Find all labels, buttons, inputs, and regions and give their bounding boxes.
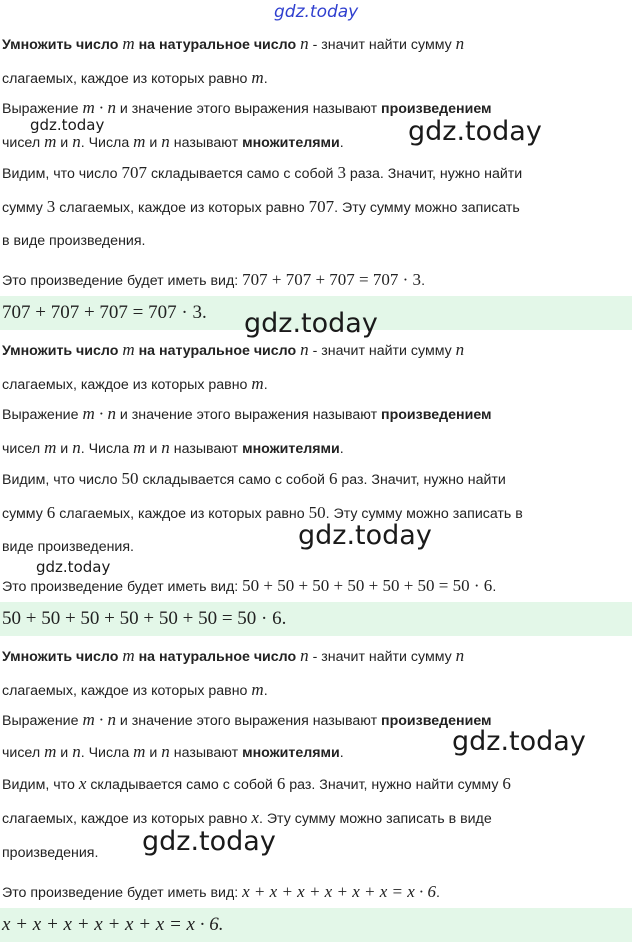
math-n: n xyxy=(300,340,309,359)
seen-times-2: 6 xyxy=(502,774,511,793)
watermark-small: gdz.today xyxy=(30,116,105,134)
expression-lead: Выражение xyxy=(2,713,79,729)
definition-tail: - значит найти сумму xyxy=(308,343,452,359)
numbers-bold: множителями xyxy=(242,135,340,151)
math-m: m xyxy=(44,742,57,761)
answer-box xyxy=(0,602,632,636)
seen-times: 3 xyxy=(337,163,346,182)
definition-line-2: слагаемых, каждое из которых равно m. xyxy=(2,680,268,699)
seen-times: 6 xyxy=(328,469,338,488)
sum-number: 707 xyxy=(308,197,335,216)
watermark-big: gdz.today xyxy=(408,116,542,147)
numbers-line: чисел m и n. Числа m и n называют множителями. xyxy=(2,438,344,457)
answer-text: x + x + x + x + x + x = x · 6. xyxy=(2,914,224,935)
result-line: Это произведение будет иметь вид: 50 + 50 + 50 + 50 + 50 + 50 = 50 · 6. xyxy=(2,576,497,595)
numbers-line: чисел m и n. Числа m и n называют множителями. xyxy=(2,132,344,151)
numbers-bold: множителями xyxy=(242,745,340,761)
numbers-and: и xyxy=(60,441,69,457)
math-m: m xyxy=(251,680,264,699)
expression-lead: Выражение xyxy=(2,101,79,117)
definition-mid: на натуральное число xyxy=(138,649,297,665)
math-n: n xyxy=(455,340,465,359)
answer-text: 50 + 50 + 50 + 50 + 50 + 50 = 50 · 6. xyxy=(2,608,287,629)
sum-text-c: . Эту сумму можно записать в xyxy=(325,506,523,522)
numbers-and2: и xyxy=(149,135,158,151)
math-n: n xyxy=(161,742,170,761)
expression-lead: Выражение xyxy=(2,407,79,423)
expression-bold: произведением xyxy=(381,713,492,729)
math-m: m xyxy=(122,340,135,359)
seen-times: 6 xyxy=(276,774,286,793)
expression-bold: произведением xyxy=(381,407,492,423)
sum-line xyxy=(2,810,630,827)
sum-times: 6 xyxy=(46,503,56,522)
seen-line xyxy=(2,165,630,182)
numbers-lead: чисел xyxy=(2,135,41,151)
math-m: m xyxy=(44,132,57,151)
numbers-called: называют xyxy=(173,441,239,457)
math-n: n xyxy=(161,132,170,151)
math-n: n xyxy=(72,742,81,761)
math-m: m xyxy=(122,34,135,53)
definition-line2-text: слагаемых, каждое из которых равно xyxy=(2,683,248,699)
math-m: m xyxy=(251,68,264,87)
math-m: m xyxy=(133,132,146,151)
seen-text-b: складывается само с собой xyxy=(150,166,334,182)
seen-number: 50 xyxy=(121,469,139,488)
sum-text-c: . Эту сумму можно записать в виде xyxy=(258,811,492,827)
seen-text-a: Видим, что xyxy=(2,777,75,793)
math-n: n xyxy=(300,34,309,53)
math-m: m xyxy=(44,438,57,457)
numbers-bold: множителями xyxy=(242,441,340,457)
definition-line2-text: слагаемых, каждое из которых равно xyxy=(2,377,248,393)
numbers-and: и xyxy=(60,135,69,151)
expression-bold: произведением xyxy=(381,101,492,117)
sum-variable: x xyxy=(251,808,259,827)
sum-times: 3 xyxy=(46,197,56,216)
expression-line xyxy=(2,100,630,117)
definition-line-1 xyxy=(2,342,630,359)
expression-tail: и значение этого выражения называют xyxy=(119,407,378,423)
seen-text-a: Видим, что число xyxy=(2,166,118,182)
result-expression: 707 + 707 + 707 = 707 · 3 xyxy=(242,270,422,289)
math-n: n xyxy=(72,132,81,151)
math-mn: m · n xyxy=(82,710,116,729)
numbers-called: называют xyxy=(173,135,239,151)
numbers-called: называют xyxy=(173,745,239,761)
watermark-big: gdz.today xyxy=(452,726,586,757)
sum-text-a: сумму xyxy=(2,506,43,522)
sum-text-b: слагаемых, каждое из которых равно xyxy=(59,200,305,216)
sum-line3-text: произведения. xyxy=(2,845,99,861)
math-n: n xyxy=(455,34,465,53)
definition-line2-text: слагаемых, каждое из которых равно xyxy=(2,71,248,87)
seen-text-c: раз. Значит, нужно найти сумму xyxy=(289,777,499,793)
expression-tail: и значение этого выражения называют xyxy=(119,713,378,729)
numbers-dot: . Числа xyxy=(80,745,130,761)
sum-text-c: . Эту сумму можно записать xyxy=(334,200,520,216)
sum-line3-text: виде произведения. xyxy=(2,539,134,555)
math-n: n xyxy=(72,438,81,457)
math-n: n xyxy=(455,646,465,665)
result-lead: Это произведение будет иметь вид: xyxy=(2,579,239,595)
watermark-big: gdz.today xyxy=(244,308,378,339)
sum-number: 50 xyxy=(308,503,326,522)
seen-text-a: Видим, что число xyxy=(2,472,118,488)
definition-lead: Умножить число xyxy=(2,37,119,53)
numbers-and2: и xyxy=(149,745,158,761)
math-mn: m · n xyxy=(82,98,116,117)
result-line: Это произведение будет иметь вид: x + x + x + x + x + x = x · 6. xyxy=(2,882,440,901)
definition-line-2: слагаемых, каждое из которых равно m. xyxy=(2,68,268,87)
definition-lead: Умножить число xyxy=(2,649,119,665)
seen-number: 707 xyxy=(121,163,147,182)
sum-line-3 xyxy=(2,845,630,861)
definition-line-1 xyxy=(2,36,630,53)
math-n: n xyxy=(300,646,309,665)
watermark-big: gdz.today xyxy=(142,826,276,857)
result-line: Это произведение будет иметь вид: 707 + 707 + 707 = 707 · 3. xyxy=(2,270,426,289)
seen-text-c: раза. Значит, нужно найти xyxy=(349,166,523,182)
sum-text-b: слагаемых, каждое из которых равно xyxy=(59,506,305,522)
seen-line xyxy=(2,776,630,793)
definition-mid: на натуральное число xyxy=(138,343,297,359)
watermark-top: gdz.today xyxy=(274,2,359,22)
numbers-and: и xyxy=(60,745,69,761)
expression-line xyxy=(2,406,630,423)
numbers-lead: чисел xyxy=(2,441,41,457)
definition-tail: - значит найти сумму xyxy=(308,37,452,53)
definition-tail: - значит найти сумму xyxy=(308,649,452,665)
sum-line-3 xyxy=(2,233,630,249)
numbers-line: чисел m и n. Числа m и n называют множителями. xyxy=(2,742,344,761)
result-lead: Это произведение будет иметь вид: xyxy=(2,885,239,901)
watermark-small: gdz.today xyxy=(36,558,111,576)
numbers-dot: . Числа xyxy=(80,135,130,151)
numbers-lead: чисел xyxy=(2,745,41,761)
math-n: n xyxy=(161,438,170,457)
expression-tail: и значение этого выражения называют xyxy=(119,101,378,117)
sum-text-b: слагаемых, каждое из которых равно xyxy=(2,811,248,827)
result-lead: Это произведение будет иметь вид: xyxy=(2,273,239,289)
math-m: m xyxy=(133,742,146,761)
result-expression: 50 + 50 + 50 + 50 + 50 + 50 = 50 · 6 xyxy=(242,576,493,595)
definition-line-1 xyxy=(2,648,630,665)
seen-variable: x xyxy=(78,774,87,793)
result-expression: x + x + x + x + x + x = x · 6 xyxy=(242,882,437,901)
math-m: m xyxy=(122,646,135,665)
seen-text-c: раз. Значит, нужно найти xyxy=(341,472,506,488)
math-m: m xyxy=(251,374,264,393)
definition-line-2: слагаемых, каждое из которых равно m. xyxy=(2,374,268,393)
numbers-and2: и xyxy=(149,441,158,457)
sum-line3-text: в виде произведения. xyxy=(2,233,146,249)
seen-line xyxy=(2,471,630,488)
numbers-dot: . Числа xyxy=(80,441,130,457)
math-m: m xyxy=(133,438,146,457)
math-mn: m · n xyxy=(82,404,116,423)
definition-lead: Умножить число xyxy=(2,343,119,359)
sum-line xyxy=(2,199,630,216)
definition-mid: на натуральное число xyxy=(138,37,297,53)
sum-text-a: сумму xyxy=(2,200,43,216)
answer-box xyxy=(0,908,632,942)
seen-text-b: складывается само с собой xyxy=(142,472,325,488)
watermark-big: gdz.today xyxy=(298,520,432,551)
seen-text-b: складывается само с собой xyxy=(90,777,273,793)
answer-text: 707 + 707 + 707 = 707 · 3. xyxy=(2,302,207,323)
